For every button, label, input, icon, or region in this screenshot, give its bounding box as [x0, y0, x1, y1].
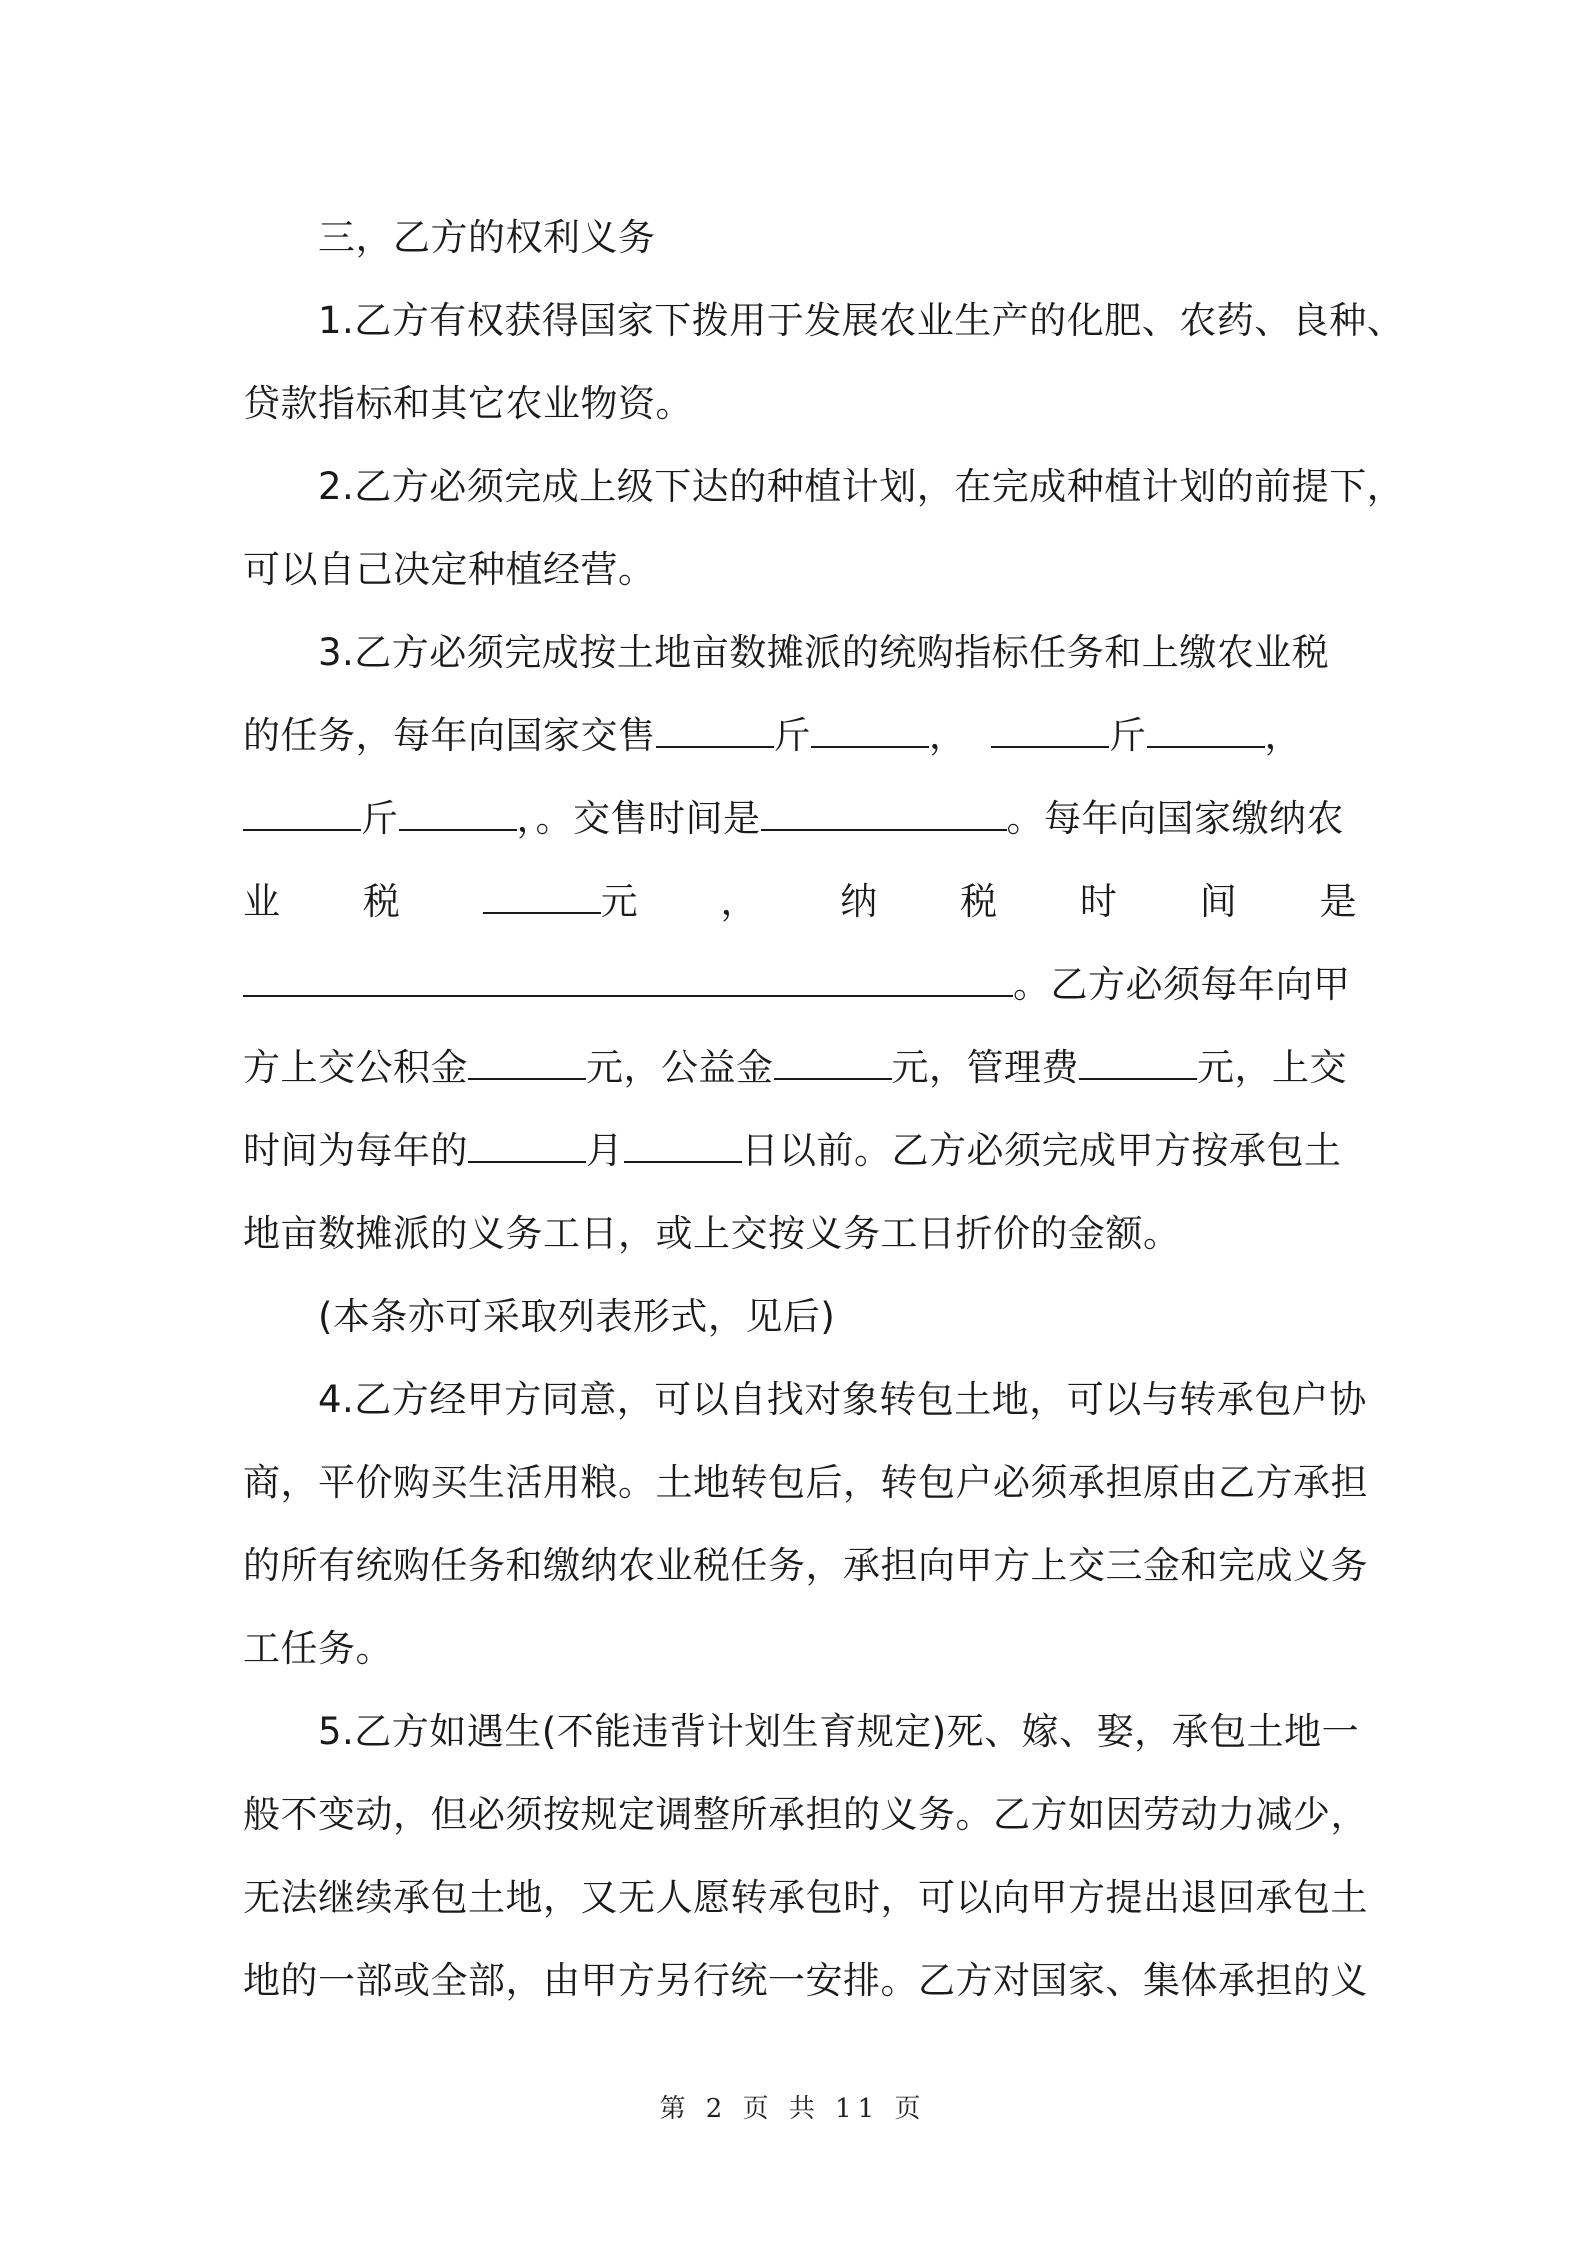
- fill-in-blank: [991, 716, 1109, 748]
- text-segment: 纳: [840, 880, 878, 923]
- paragraph-1-line-2: 贷款指标和其它农业物资。: [243, 382, 693, 425]
- fill-in-blank: [811, 716, 929, 748]
- paragraph-3-line-5: [243, 943, 1357, 1026]
- text-segment: 月: [586, 1129, 624, 1172]
- text-segment: 日以前。乙方必须完成甲方按承包土: [741, 1129, 1342, 1172]
- text-segment: 元，公益金: [586, 1046, 774, 1089]
- text-segment: 元，管理费: [891, 1046, 1079, 1089]
- text-segment: 业: [243, 880, 281, 923]
- paragraph-3-line-7: [243, 1109, 1357, 1192]
- text-segment: 方上交公积金: [243, 1046, 468, 1089]
- text-segment: 时: [1079, 880, 1118, 923]
- text-segment: 税: [362, 880, 401, 923]
- text-segment: 。每年向国家缴纳农: [1006, 797, 1344, 840]
- text-segment: ，: [929, 714, 967, 757]
- paragraph-3-line-6: [243, 1026, 1357, 1109]
- text-segment-with-blank: [483, 860, 639, 943]
- fill-in-blank: [243, 799, 361, 831]
- text-segment: 斤: [361, 797, 399, 840]
- section-heading: 三，乙方的权利义务: [318, 216, 656, 259]
- fill-in-blank: [399, 799, 517, 831]
- note-line: (本条亦可采取列表形式，见后): [318, 1295, 836, 1338]
- paragraph-2-line-2: 可以自己决定种植经营。: [243, 548, 656, 591]
- document-body: [243, 196, 1405, 2022]
- paragraph-4-line-2: 商，平价购买生活用粮。土地转包后，转包户必须承担原由乙方承担: [243, 1461, 1368, 1504]
- fill-in-blank: [656, 716, 774, 748]
- fill-in-blank: [1079, 1048, 1197, 1080]
- text-segment: 元，上交: [1197, 1046, 1347, 1089]
- text-segment: 时间为每年的: [243, 1129, 468, 1172]
- text-segment: 税: [960, 880, 998, 923]
- text-segment: 斤: [773, 714, 811, 757]
- text-segment: ，。交售时间是: [516, 797, 761, 840]
- paragraph-1-line-1: 1.乙方有权获得国家下拨用于发展农业生产的化肥、农药、良种、: [318, 299, 1405, 342]
- fill-in-blank: [761, 799, 1007, 831]
- paragraph-5-line-4: 地的一部或全部，由甲方另行统一安排。乙方对国家、集体承担的义: [243, 1959, 1368, 2002]
- page-number-footer: 第 2 页 共 11 页: [659, 2094, 927, 2124]
- paragraph-4-line-3: 的所有统购任务和缴纳农业税任务，承担向甲方上交三金和完成义务: [243, 1544, 1368, 1587]
- fill-in-blank: [1147, 716, 1265, 748]
- paragraph-5-line-2: 般不变动，但必须按规定调整所承担的义务。乙方如因劳动力减少，: [243, 1793, 1368, 1836]
- paragraph-3-line-8: 地亩数摊派的义务工日，或上交按义务工日折价的金额。: [243, 1212, 1181, 1255]
- text-segment: 间: [1199, 880, 1238, 923]
- fill-in-blank: [468, 1048, 586, 1080]
- fill-in-blank: [624, 1131, 742, 1163]
- paragraph-3-line-2: [243, 694, 1357, 777]
- text-segment: 。乙方必须每年向甲: [1013, 963, 1351, 1006]
- paragraph-5-line-1: 5.乙方如遇生(不能违背计划生育规定)死、嫁、娶，承包土地一: [318, 1710, 1360, 1753]
- text-segment: 元: [600, 880, 639, 923]
- text-segment: 是: [1319, 880, 1357, 923]
- paragraph-3-line-3: [243, 777, 1357, 860]
- text-segment: ，: [1264, 714, 1303, 757]
- text-segment: ，: [720, 880, 758, 923]
- text-segment: 的任务，每年向国家交售: [243, 714, 656, 757]
- text-segment: 斤: [1109, 714, 1147, 757]
- paragraph-2-line-1: 2.乙方必须完成上级下达的种植计划，在完成种植计划的前提下，: [318, 465, 1405, 508]
- fill-in-blank: [774, 1048, 892, 1080]
- paragraph-3-line-1: 3.乙方必须完成按土地亩数摊派的统购指标任务和上缴农业税: [318, 631, 1330, 674]
- paragraph-5-line-3: 无法继续承包土地，又无人愿转承包时，可以向甲方提出退回承包土: [243, 1876, 1368, 1919]
- fill-in-blank: [483, 882, 601, 914]
- paragraph-4-line-4: 工任务。: [243, 1627, 393, 1670]
- fill-in-blank: [243, 965, 1013, 997]
- fill-in-blank: [468, 1131, 586, 1163]
- paragraph-3-line-4: [243, 860, 1357, 943]
- paragraph-4-line-1: 4.乙方经甲方同意，可以自找对象转包土地，可以与转承包户协: [318, 1378, 1367, 1421]
